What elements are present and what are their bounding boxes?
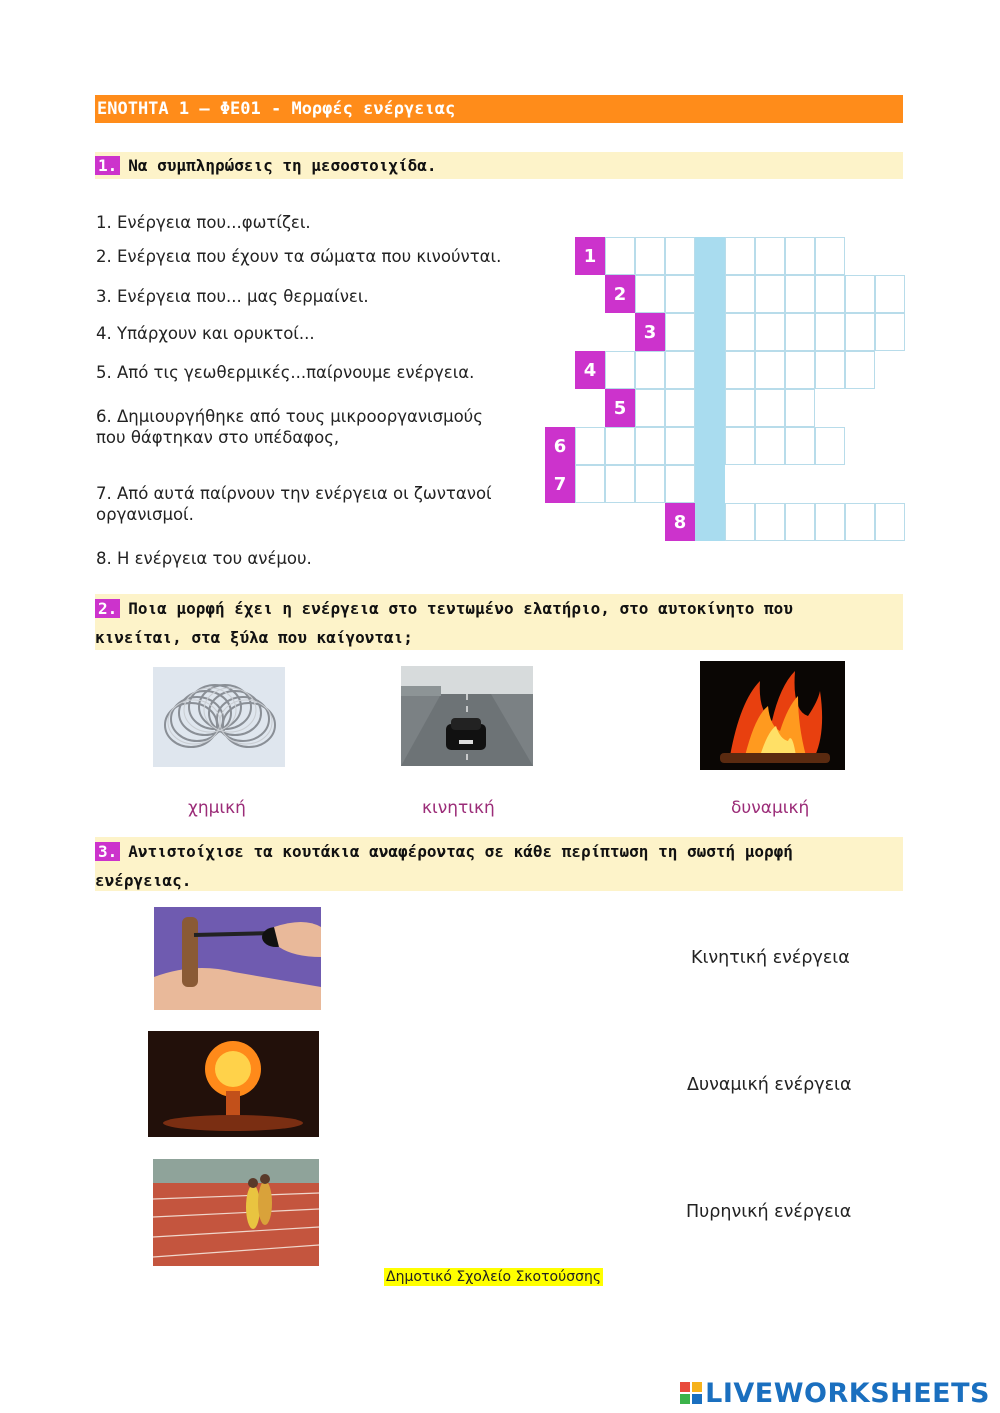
crossword-cell[interactable]: [725, 313, 755, 351]
crossword-cell[interactable]: [815, 275, 845, 313]
crossword-cell[interactable]: [785, 313, 815, 351]
clue-6: 6. Δημιουργήθηκε από τους μικροοργανισμούς που θάφτηκαν στο υπέδαφος,: [96, 407, 483, 447]
crossword-cell[interactable]: [755, 427, 785, 465]
question-1-header: [95, 152, 903, 179]
crossword-cell[interactable]: [755, 313, 785, 351]
crossword-cell[interactable]: [815, 313, 845, 351]
crossword-highlight-cell[interactable]: [695, 351, 725, 389]
crossword-cell[interactable]: [845, 275, 875, 313]
crossword-cell[interactable]: [575, 465, 605, 503]
crossword-cell[interactable]: [785, 389, 815, 427]
clue-1: 1. Ενέργεια που...φωτίζει.: [96, 213, 311, 232]
crossword-cell[interactable]: [815, 503, 845, 541]
clue-2: 2. Ενέργεια που έχουν τα σώματα που κινούνται.: [96, 247, 502, 266]
brand-name: LIVEWORKSHEETS: [705, 1378, 990, 1409]
crossword-cell[interactable]: [605, 427, 635, 465]
crossword-number-5: 5: [605, 389, 635, 427]
energy-kinetic-label: Κινητική ενέργεια: [691, 948, 850, 968]
crossword-cell[interactable]: [725, 503, 755, 541]
crossword-cell[interactable]: [785, 503, 815, 541]
crossword-cell[interactable]: [725, 427, 755, 465]
clue-8: 8. Η ενέργεια του ανέμου.: [96, 549, 312, 568]
crossword-highlight-cell[interactable]: [695, 275, 725, 313]
question-1-number: 1.: [95, 156, 120, 175]
section-title: ΕΝΟΤΗΤΑ 1 – ΦΕ01 - Μορφές ενέργειας: [97, 99, 456, 119]
crossword-cell[interactable]: [845, 351, 875, 389]
clue-4: 4. Υπάρχουν και ορυκτοί...: [96, 324, 315, 343]
crossword-cell[interactable]: [665, 351, 695, 389]
crossword-cell[interactable]: [785, 351, 815, 389]
option-chemical[interactable]: χημική: [188, 798, 246, 818]
question-2-header: [95, 594, 903, 650]
liveworksheets-logo-icon: [680, 1380, 702, 1402]
crossword-cell[interactable]: [875, 313, 905, 351]
clue-3: 3. Ενέργεια που... μας θερμαίνει.: [96, 287, 369, 306]
crossword-number-1: 1: [575, 237, 605, 275]
crossword-cell[interactable]: [725, 237, 755, 275]
crossword-cell[interactable]: [665, 275, 695, 313]
crossword-cell[interactable]: [875, 503, 905, 541]
crossword-number-7: 7: [545, 465, 575, 503]
crossword-number-4: 4: [575, 351, 605, 389]
crossword-highlight-cell[interactable]: [695, 313, 725, 351]
moving-car-image: [401, 666, 533, 766]
crossword-cell[interactable]: [845, 313, 875, 351]
clue-5: 5. Από τις γεωθερμικές...παίρνουμε ενέργεια.: [96, 363, 475, 382]
crossword-cell[interactable]: [725, 351, 755, 389]
crossword-cell[interactable]: [725, 275, 755, 313]
liveworksheets-brand[interactable]: [680, 1378, 990, 1409]
crossword-cell[interactable]: [785, 237, 815, 275]
crossword-highlight-cell[interactable]: [695, 389, 725, 427]
crossword-number-8: 8: [665, 503, 695, 541]
energy-nuclear-label: Πυρηνική ενέργεια: [686, 1202, 852, 1222]
slinky-spring-image: [153, 667, 285, 767]
crossword-cell[interactable]: [665, 389, 695, 427]
running-athletes-image: [153, 1159, 319, 1266]
crossword-cell[interactable]: [665, 313, 695, 351]
section-title-bar: [95, 95, 903, 123]
question-3-header: [95, 837, 903, 891]
crossword-cell[interactable]: [635, 351, 665, 389]
crossword-number-3: 3: [635, 313, 665, 351]
crossword-cell[interactable]: [605, 237, 635, 275]
crossword-cell[interactable]: [575, 427, 605, 465]
crossword-cell[interactable]: [845, 503, 875, 541]
crossword-cell[interactable]: [665, 465, 695, 503]
crossword-number-2: 2: [605, 275, 635, 313]
crossword-highlight-cell[interactable]: [695, 427, 725, 465]
hand-gripper-image: [154, 907, 321, 1010]
question-2-text: Ποια μορφή έχει η ενέργεια στο τεντωμένο ελατήριο, στο αυτοκίνητο που κινείται, στα ξύλα που καίγονται;: [95, 599, 793, 647]
crossword-cell[interactable]: [875, 275, 905, 313]
question-3-number: 3.: [95, 842, 120, 861]
crossword-cell[interactable]: [635, 427, 665, 465]
crossword-cell[interactable]: [755, 351, 785, 389]
crossword-cell[interactable]: [635, 389, 665, 427]
nuclear-explosion-image: [148, 1031, 319, 1137]
question-1-text: Να συμπληρώσεις τη μεσοστοιχίδα.: [128, 156, 437, 175]
crossword-cell[interactable]: [815, 427, 845, 465]
crossword-cell[interactable]: [725, 389, 755, 427]
crossword-cell[interactable]: [665, 427, 695, 465]
crossword-cell[interactable]: [785, 427, 815, 465]
crossword-highlight-cell[interactable]: [695, 465, 725, 503]
crossword-cell[interactable]: [815, 237, 845, 275]
energy-potential-label: Δυναμική ενέργεια: [687, 1075, 852, 1095]
school-footer: Δημοτικό Σχολείο Σκοτούσσης: [386, 1269, 602, 1285]
crossword-highlight-cell[interactable]: [695, 503, 725, 541]
option-potential[interactable]: δυναμική: [731, 798, 810, 818]
crossword-cell[interactable]: [635, 237, 665, 275]
crossword-cell[interactable]: [815, 351, 845, 389]
question-3-text: Αντιστοίχισε τα κουτάκια αναφέροντας σε κάθε περίπτωση τη σωστή μορφή ενέργειας.: [95, 842, 793, 890]
crossword-number-6: 6: [545, 427, 575, 465]
crossword-cell[interactable]: [785, 275, 815, 313]
crossword-cell[interactable]: [635, 465, 665, 503]
crossword-cell[interactable]: [755, 275, 785, 313]
question-2-number: 2.: [95, 599, 120, 618]
crossword-cell[interactable]: [605, 465, 635, 503]
crossword-cell[interactable]: [755, 237, 785, 275]
crossword-cell[interactable]: [665, 237, 695, 275]
crossword-cell[interactable]: [755, 503, 785, 541]
crossword-cell[interactable]: [755, 389, 785, 427]
crossword-highlight-cell[interactable]: [695, 237, 725, 275]
option-kinetic[interactable]: κινητική: [422, 798, 495, 818]
burning-wood-fire-image: [700, 661, 845, 770]
clue-7: 7. Από αυτά παίρνουν την ενέργεια οι ζωντανοί οργανισμοί.: [96, 484, 492, 524]
crossword-cell[interactable]: [605, 351, 635, 389]
crossword-cell[interactable]: [635, 275, 665, 313]
